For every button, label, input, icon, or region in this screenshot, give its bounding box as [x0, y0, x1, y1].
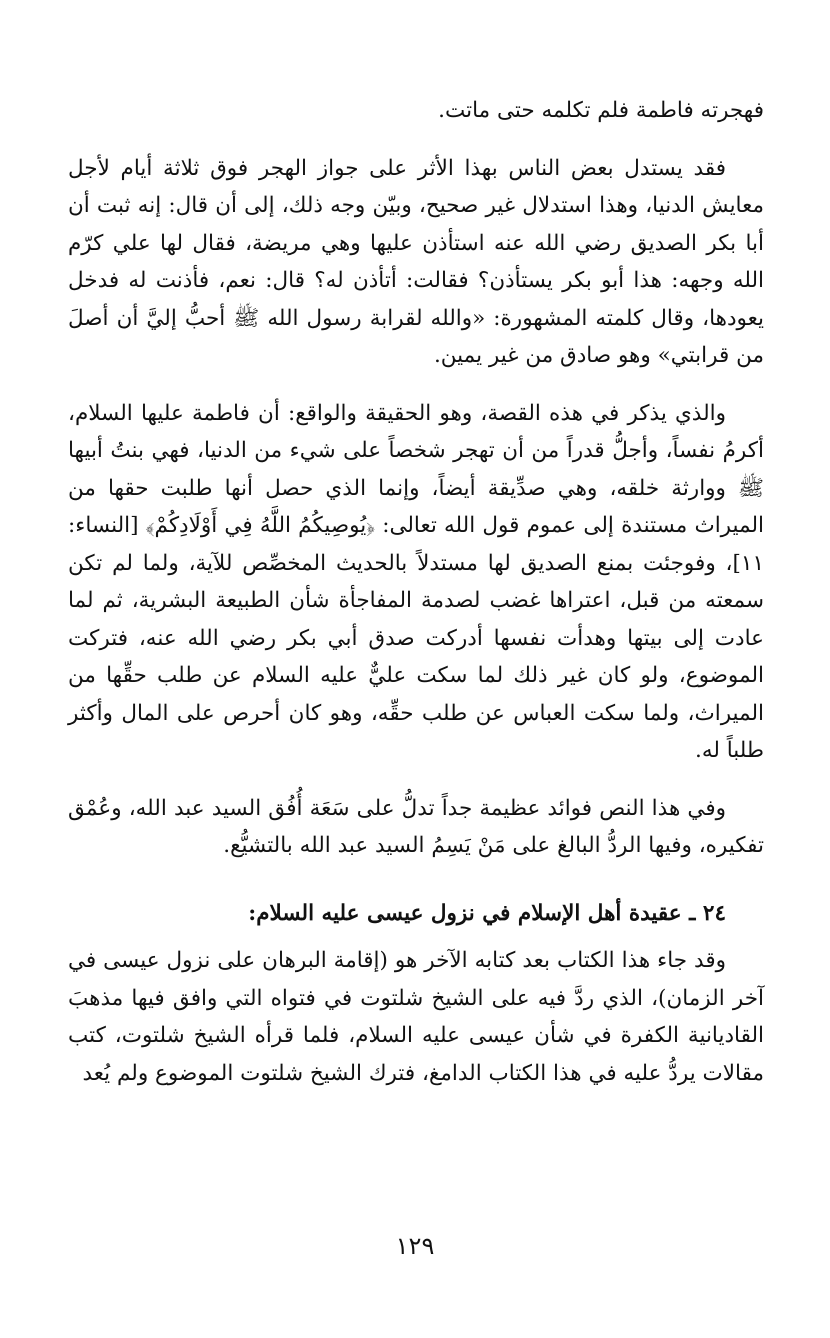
paragraph-2: فقد يستدل بعض الناس بهذا الأثر على جواز الهجر فوق ثلاثة أيام لأجل معايش الدنيا، وهذا استدلال غير صحيح، وبيّن وجه ذلك، إلى أن قال: إنه ثبت أن أبا بكر الصديق رضي الله عنه استأذن عليها وهي مريضة، فقال لها علي كرّم الله وجهه: هذا أبو بكر يستأذن؟ فقالت: أتأذن له؟ قال: نعم، فأذنت له فدخل يعودها، وقال كلمته المشهورة: «والله لقرابة رسول الله ﷺ أحبُّ إليَّ أن أصلَ من قرابتي» وهو صادق من غير يمين. [68, 155, 764, 368]
paragraph-5: وقد جاء هذا الكتاب بعد كتابه الآخر هو (إقامة البرهان على نزول عيسى في آخر الزمان)، الذي ردَّ فيه على الشيخ شلتوت في فتواه التي وافق فيها مذهبَ القاديانية الكفرة في شأن عيسى عليه السلام، فلما قرأه الشيخ شلتوت، كتب مقالات يردُّ عليه في هذا الكتاب الدامغ، فترك الشيخ شلتوت الموضوع ولم يُعد [68, 948, 764, 1086]
paragraph-1: فهجرته فاطمة فلم تكلمه حتى ماتت. [438, 98, 764, 123]
paragraph-3: والذي يذكر في هذه القصة، وهو الحقيقة والواقع: أن فاطمة عليها السلام، أكرمُ نفساً، وأجلُّ قدراً من أن تهجر شخصاً على شيء من الدنيا، فهي بنتُ أبيها ﷺ ووارثة خلقه، وهي صدِّيقة أيضاً، وإنما الذي حصل أنها طلبت حقها من الميراث مستندة إلى عموم قول الله تعالى: ﴿يُوصِيكُمُ اللَّهُ فِي أَوْلَادِكُمْ﴾ [النساء: ١١]، وفوجئت بمنع الصديق لها مستدلاً بالحديث المخصِّص للآية، ولما لم تكن سمعته من قبل، اعتراها غضب لصدمة المفاجأة شأن الطبيعة البشرية، ثم لما عادت إلى بيتها وهدأت نفسها أدركت صدق أبي بكر رضي الله عنه، فتركت الموضوع، ولو كان غير ذلك لما سكت عليٌّ عليه السلام عن طلب حقِّها من الميراث، ولما سكت العباس عن طلب حقِّه، وهو كان أحرص على المال وأكثر طلباً له. [68, 400, 764, 763]
paragraph-4: وفي هذا النص فوائد عظيمة جداً تدلُّ على سَعَة أُفُق السيد عبد الله، وعُمْق تفكيره، وفيها الردُّ البالغ على مَنْ يَسِمُ السيد عبد الله بالتشيُّع. [68, 795, 764, 858]
page-number: ١٢٩ [395, 1232, 435, 1260]
section-heading: ٢٤ ـ عقيدة أهل الإسلام في نزول عيسى عليه السلام: [248, 900, 726, 926]
